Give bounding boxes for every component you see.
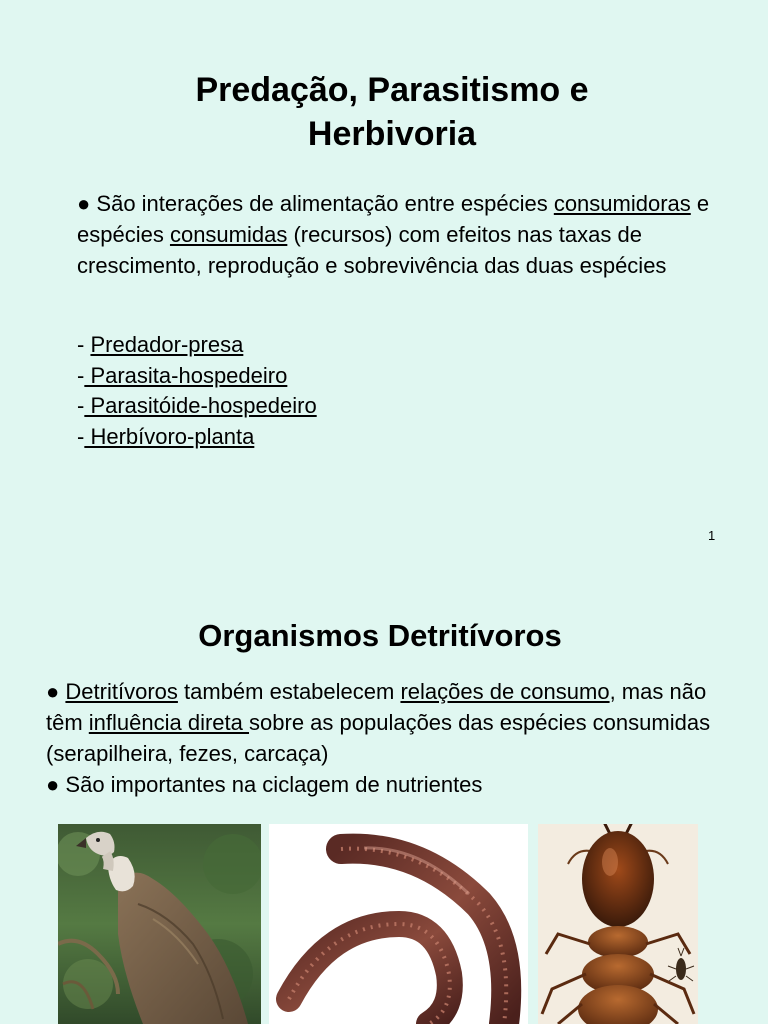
list-item-label: Herbívoro-planta: [84, 423, 255, 449]
detritivores-text-1: também estabelecem: [177, 679, 401, 704]
list-dash: -: [77, 362, 85, 388]
intro-text-2: e espécies: [77, 191, 710, 247]
termite-illustration: [538, 824, 698, 1024]
slide-2-title: Organismos Detritívoros: [198, 618, 562, 653]
page-number: 1: [708, 528, 716, 543]
earthworm-photo: [269, 824, 528, 1024]
bullet: ●: [77, 191, 91, 216]
list-dash: -: [77, 423, 85, 449]
list-dash: -: [77, 393, 85, 418]
term-consumidoras: consumidoras: [553, 191, 691, 216]
title-line-2: Herbivoria: [307, 115, 477, 153]
list-item-label: Parasitóide-hospedeiro: [84, 393, 317, 418]
detritivores-text-3: sobre as populações das espécies consumidas (serapilheira, fezes, carcaça): [46, 710, 711, 766]
slide-1-title: [100, 68, 684, 156]
list-item: [77, 422, 317, 453]
intro-text-3: (recursos) com efeitos nas taxas de crescimento, reprodução e sobrevivência das duas espécies: [77, 222, 667, 278]
nutrient-cycling-text: São importantes na ciclagem de nutrientes: [59, 772, 483, 797]
list-item-label: Parasita-hospedeiro: [84, 362, 288, 388]
vulture-photo: [58, 824, 261, 1024]
earthworm-illustration: [269, 824, 528, 1024]
detritivores-paragraph: [46, 676, 736, 800]
vulture-illustration: [58, 824, 261, 1024]
detritivores-text-2: , mas não têm: [46, 679, 707, 735]
interaction-type-list: [77, 330, 317, 452]
intro-text-1: São interações de alimentação entre espécies: [90, 191, 554, 216]
bullet: ●: [46, 772, 60, 797]
term-relacoes-de-consumo: relações de consumo: [400, 679, 610, 704]
slide-2: [0, 560, 768, 1024]
list-item: [77, 361, 317, 392]
list-dash: -: [77, 332, 91, 357]
bullet: ●: [46, 679, 60, 704]
intro-paragraph: [77, 188, 717, 281]
list-item: [77, 330, 317, 361]
list-item: [77, 391, 317, 422]
term-detritivoros: Detritívoros: [65, 679, 178, 704]
title-line-1: Predação, Parasitismo e: [195, 71, 589, 109]
list-item-label: Predador-presa: [90, 332, 244, 357]
termite-photo: [538, 824, 698, 1024]
term-influencia-direta: influência direta: [88, 710, 250, 735]
term-consumidas: consumidas: [169, 222, 288, 247]
